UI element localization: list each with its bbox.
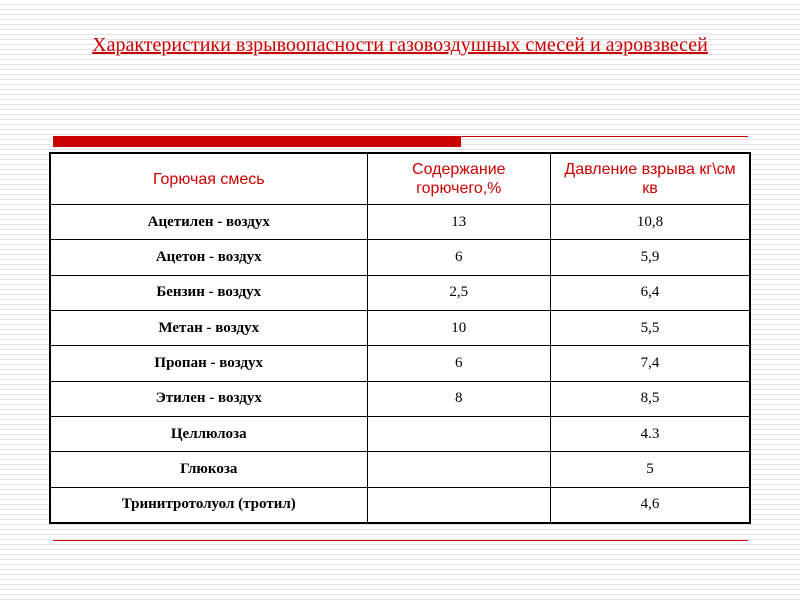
cell-pressure: 5,9 [551, 240, 750, 275]
bottom-divider-line [53, 540, 748, 541]
cell-content: 6 [367, 240, 551, 275]
slide-title: Характеристики взрывоопасности газовоздушных смесей и аэровзвесей [92, 34, 708, 56]
table-row [50, 275, 750, 310]
cell-pressure-highlight: 4,6 [551, 487, 750, 523]
cell-mixture: Целлюлоза [50, 416, 367, 451]
cell-mixture: Пропан - воздух [50, 346, 367, 381]
table-row [50, 452, 750, 487]
cell-mixture: Этилен - воздух [50, 381, 367, 416]
cell-mixture: Глюкоза [50, 452, 367, 487]
cell-content [367, 416, 551, 451]
table-row [50, 205, 750, 240]
explosion-data-table [49, 152, 751, 524]
header-pressure: Давление взрыва кг\см кв [551, 153, 750, 205]
cell-pressure: 6,4 [551, 275, 750, 310]
table-row [50, 240, 750, 275]
cell-pressure: 4.3 [551, 416, 750, 451]
cell-pressure: 8,5 [551, 381, 750, 416]
cell-mixture: Тринитротолуол (тротил) [50, 487, 367, 523]
cell-pressure: 5,5 [551, 310, 750, 345]
header-mixture: Горючая смесь [50, 153, 367, 205]
cell-mixture: Метан - воздух [50, 310, 367, 345]
cell-content: 6 [367, 346, 551, 381]
cell-pressure: 5 [551, 452, 750, 487]
table-row [50, 487, 750, 523]
header-content: Содержание горючего,% [367, 153, 551, 205]
cell-pressure: 10,8 [551, 205, 750, 240]
cell-content [367, 452, 551, 487]
table-row [50, 346, 750, 381]
cell-mixture: Ацетилен - воздух [50, 205, 367, 240]
cell-pressure: 7,4 [551, 346, 750, 381]
cell-content: 10 [367, 310, 551, 345]
cell-mixture: Ацетон - воздух [50, 240, 367, 275]
cell-content [367, 487, 551, 523]
cell-mixture: Бензин - воздух [50, 275, 367, 310]
table-row [50, 381, 750, 416]
accent-bar [53, 137, 461, 147]
table-row [50, 310, 750, 345]
table-header-row [50, 153, 750, 205]
table-row [50, 416, 750, 451]
cell-content: 13 [367, 205, 551, 240]
cell-content: 8 [367, 381, 551, 416]
cell-content: 2,5 [367, 275, 551, 310]
